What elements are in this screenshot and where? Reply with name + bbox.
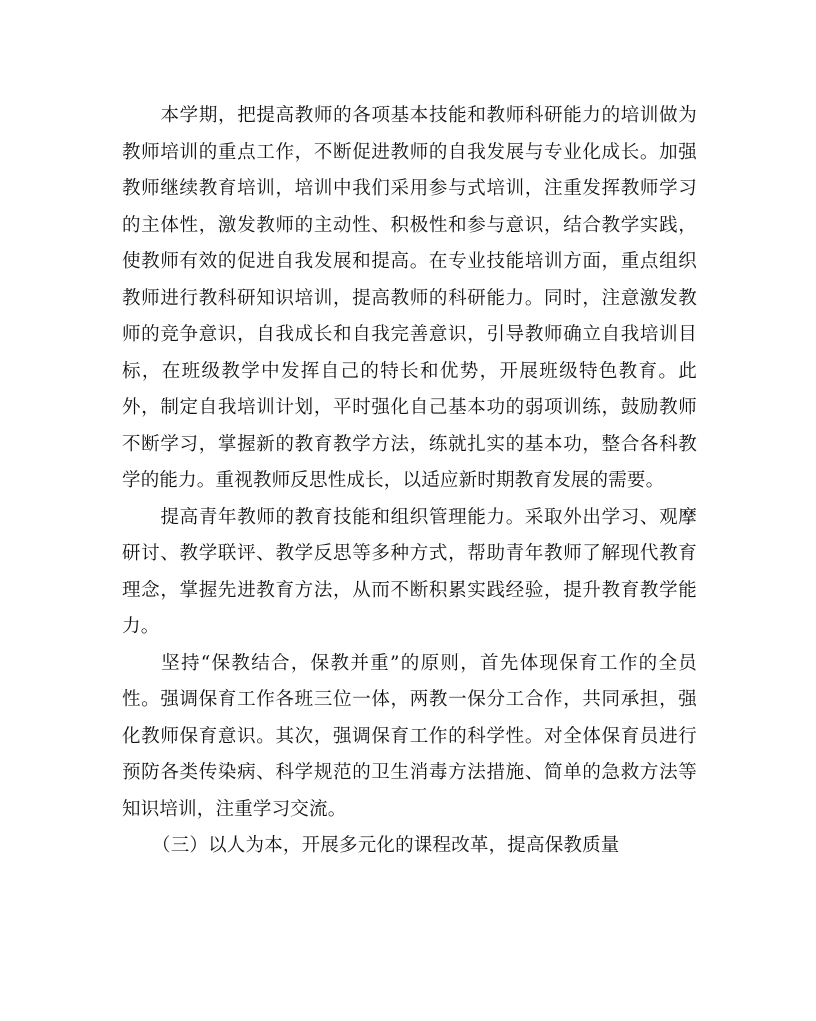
document-body: [122, 98, 697, 865]
paragraph-teacher-training: [122, 98, 697, 500]
section-heading: （三）以人为本，开展多元化的课程改革，提高保教质量: [152, 835, 620, 856]
paragraph-text: 提高青年教师的教育技能和组织管理能力。采取外出学习、观摩研讨、教学联评、教学反思等多种方式，帮助青年教师了解现代教育理念，掌握先进教育方法，从而不断积累实践经验，提升教育教学能力。: [122, 506, 697, 637]
paragraph-young-teachers: [122, 500, 697, 646]
paragraph-care-education: [122, 646, 697, 829]
paragraph-text: 本学期，把提高教师的各项基本技能和教师科研能力的培训做为教师培训的重点工作，不断促进教师的自我发展与专业化成长。加强教师继续教育培训，培训中我们采用参与式培训，注重发挥教师学习的主体性，激发教师的主动性、积极性和参与意识，结合教学实践，使教师有效的促进自我发展和提高。在专业技能培训方面，重点组织教师进行教科研知识培训，提高教师的科研能力。同时，注意激发教师的竞争意识，自我成长和自我完善意识，引导教师确立自我培训目标，在班级教学中发挥自己的特长和优势，开展班级特色教育。此外，制定自我培训计划，平时强化自己基本功的弱项训练，鼓励教师不断学习，掌握新的教育教学方法，练就扎实的基本功，整合各科教学的能力。重视教师反思性成长，以适应新时期教育发展的需要。: [122, 105, 697, 491]
paragraph-text: 坚持“保教结合，保教并重”的原则，首先体现保育工作的全员性。强调保育工作各班三位一体，两教一保分工合作，共同承担，强化教师保育意识。其次，强调保育工作的科学性。对全体保育员进行预防各类传染病、科学规范的卫生消毒方法措施、简单的急救方法等知识培训，注重学习交流。: [122, 652, 697, 820]
